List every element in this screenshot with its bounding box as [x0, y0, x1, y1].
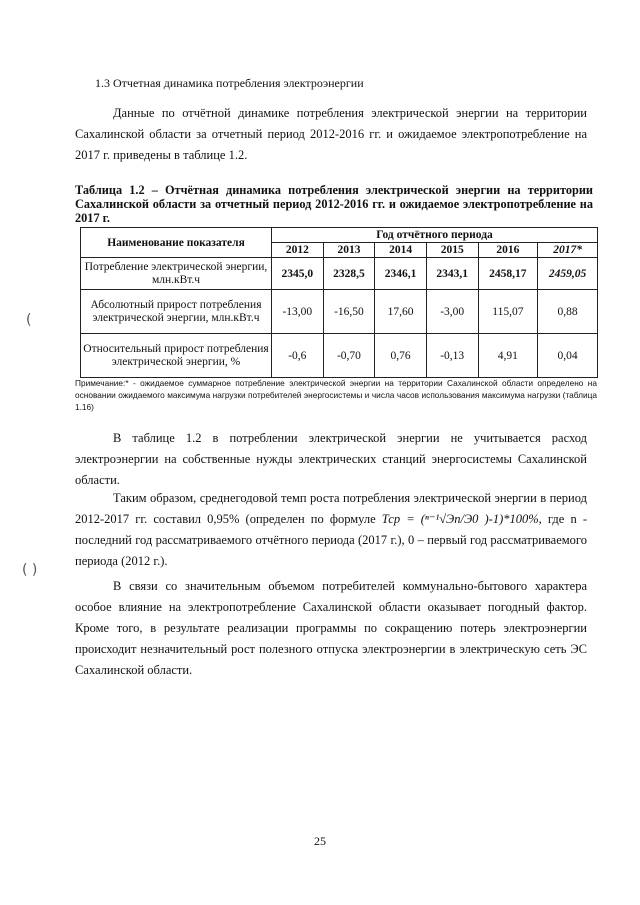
p3-text-after: где n - последний год рассматриваемого отчётного периода (2017 г.), 0 – первый год рассматриваемого периода (2012 г.). — [75, 512, 587, 568]
cell-value: 2343,1 — [426, 258, 478, 290]
cell-value: 0,88 — [538, 290, 598, 334]
body-paragraph-3 — [75, 488, 587, 572]
year-header: 2014 — [375, 243, 427, 258]
cell-value: -3,00 — [426, 290, 478, 334]
cell-value: -0,70 — [323, 334, 375, 378]
table-note: Примечание:* - ожидаемое суммарное потребление электрической энергии на территории Сахалинской области определено на основании ожидаемого максимума нагрузки потребителей энергосистемы и числа часов использования максимума нагрузки (таблица 1.16) — [75, 378, 597, 412]
row-name: Абсолютный прирост потребления электрической энергии, млн.кВт.ч — [81, 290, 272, 334]
consumption-table — [80, 227, 598, 378]
intro-paragraph: Данные по отчётной динамике потребления электрической энергии на территории Сахалинской области за отчетный период 2012-2016 гг. и ожидаемое электропотребление на 2017 г. приведены в таблице 1.2. — [75, 106, 587, 162]
body-paragraph-4: В связи со значительным объемом потребителей коммунально-бытового характера особое влияние на электропотребление Сахалинской области оказывает погодный фактор. Кроме того, в результате реализации программы по сокращению потерь электроэнергии происходит незначительный рост полезного отпуска электроэнергии в электрическую сеть ЭС Сахалинской области. — [75, 579, 587, 677]
cell-value: -13,00 — [272, 290, 324, 334]
cell-value: 115,07 — [478, 290, 538, 334]
table-caption: Таблица 1.2 – Отчётная динамика потребления электрической энергии на территории Сахалинской области за отчетный период 2012-2016 гг. и ожидаемое электропотребление на 2017 г. — [75, 183, 593, 225]
cell-value: 2458,17 — [478, 258, 538, 290]
cell-value: -0,13 — [426, 334, 478, 378]
cell-value: -0,6 — [272, 334, 324, 378]
table-row — [81, 290, 598, 334]
year-header: 2016 — [478, 243, 538, 258]
cell-value: 2328,5 — [323, 258, 375, 290]
cell-value: 2459,05 — [538, 258, 598, 290]
header-indicator-name: Наименование показателя — [81, 228, 272, 258]
section-title: 1.3 Отчетная динамика потребления электроэнергии — [95, 76, 364, 90]
table-header-row — [81, 228, 598, 243]
year-header: 2015 — [426, 243, 478, 258]
page-number: 25 — [314, 834, 326, 848]
growth-formula: Тср = (ⁿ⁻¹√Эп/Э0 )-1)*100%, — [381, 512, 542, 526]
year-header: 2013 — [323, 243, 375, 258]
cell-value: 0,76 — [375, 334, 427, 378]
margin-mark: ( ) — [22, 562, 38, 578]
body-paragraph-2: В таблице 1.2 в потреблении электрической энергии не учитывается расход электроэнергии на собственные нужды электрических станций энергосистемы Сахалинской области. — [75, 431, 587, 487]
year-header: 2017* — [538, 243, 598, 258]
row-name: Относительный прирост потребления электрической энергии, % — [81, 334, 272, 378]
cell-value: 4,91 — [478, 334, 538, 378]
p3-text-before: Таким образом, среднегодовой темп роста потребления электрической энергии в период 2012-2017 гг. составил 0,95% (определен по формуле — [75, 491, 587, 526]
cell-value: 0,04 — [538, 334, 598, 378]
cell-value: 2346,1 — [375, 258, 427, 290]
year-header: 2012 — [272, 243, 324, 258]
table-row — [81, 334, 598, 378]
table-row — [81, 258, 598, 290]
cell-value: 2345,0 — [272, 258, 324, 290]
margin-mark: ( — [26, 312, 32, 328]
cell-value: -16,50 — [323, 290, 375, 334]
cell-value: 17,60 — [375, 290, 427, 334]
row-name: Потребление электрической энергии, млн.кВт.ч — [81, 258, 272, 290]
header-years-group: Год отчётного периода — [272, 228, 598, 243]
